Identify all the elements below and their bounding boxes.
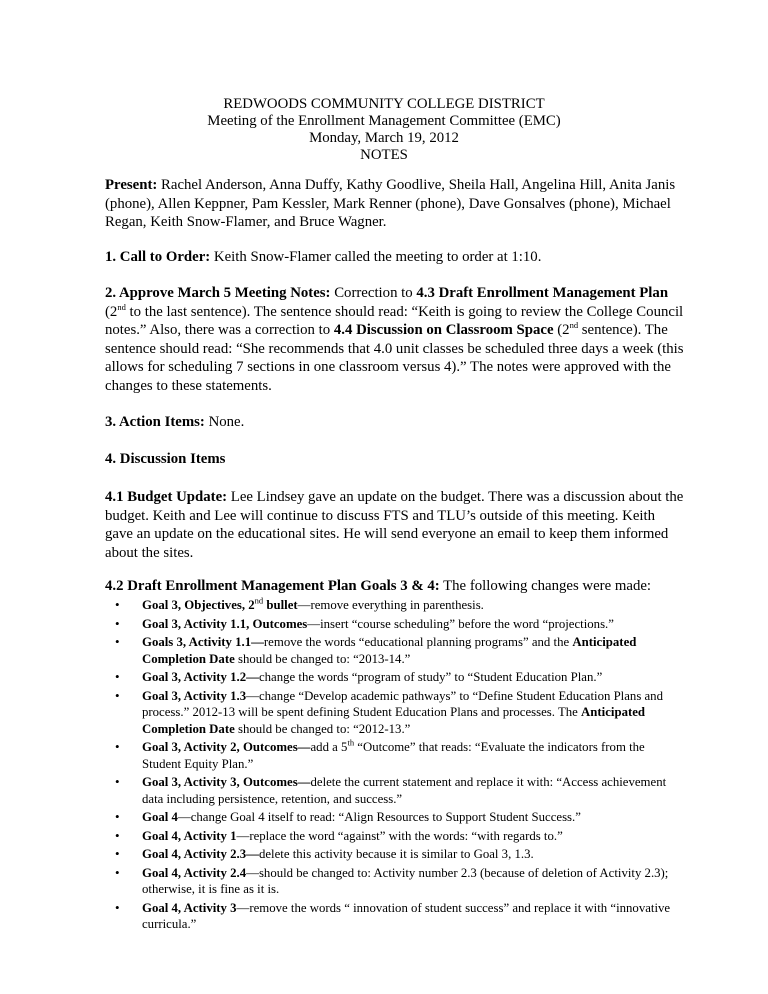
- item-heading: Goal 3, Objectives, 2: [142, 598, 255, 612]
- budget-update-text: Lee Lindsey gave an update on the budget. There was a discussion about the budget. Keith and Lee will continue to discuss FTS and TLU’s outside of this meeting. Keith gave an update on the educational sites. He will send everyone an email to keep them informed about the sites.: [105, 489, 684, 561]
- budget-update-paragraph: [105, 488, 685, 562]
- item-heading: Goal 3, Activity 1.2—: [142, 670, 259, 684]
- document-header: [0, 96, 768, 164]
- district-name: REDWOODS COMMUNITY COLLEGE DISTRICT: [223, 96, 545, 112]
- item-heading: bullet: [263, 598, 298, 612]
- item-heading: Goal 3, Activity 1.1, Outcomes: [142, 616, 308, 631]
- list-item: [105, 597, 685, 614]
- list-item: [105, 774, 685, 807]
- list-item: [105, 688, 685, 738]
- call-to-order-text: Keith Snow-Flamer called the meeting to order at 1:10.: [213, 249, 542, 265]
- item-text: —change Goal 4 itself to read: “Align Resources to Support Student Success.”: [177, 810, 581, 824]
- item-text: delete the current statement and replace it with: “Access achievement data including persistence, retention, and success.”: [142, 775, 667, 806]
- list-item: [105, 739, 685, 772]
- action-items-paragraph: [105, 413, 685, 432]
- list-item: [105, 865, 685, 898]
- ordinal-suffix: nd: [569, 320, 579, 331]
- list-item: [105, 900, 685, 933]
- discussion-items-label: 4. Discussion Items: [105, 451, 226, 467]
- action-items-label: 3. Action Items:: [105, 414, 205, 430]
- item-text: remove the words “educational planning programs” and the: [263, 635, 573, 649]
- item-heading: Anticipated Completion Date: [142, 635, 637, 666]
- draft-plan-paragraph: [105, 577, 685, 596]
- changes-list: [105, 597, 685, 935]
- item-text: should be changed to: “2013-14.”: [234, 651, 411, 666]
- item-text: —insert “course scheduling” before the word “projections.”: [307, 616, 614, 631]
- item-text: —should be changed to: Activity number 2.3 (because of deletion of Activity 2.3); otherwise, it is fine as it is.: [142, 865, 669, 896]
- item-heading: Goal 3, Activity 3, Outcomes—: [142, 775, 311, 789]
- discussion-items-heading: [105, 450, 685, 469]
- approve-notes-label: 2. Approve March 5 Meeting Notes:: [105, 285, 331, 301]
- approve-notes-text: (2: [105, 303, 118, 320]
- item-heading: Goal 3, Activity 1.3: [142, 688, 247, 703]
- meeting-title: Meeting of the Enrollment Management Committee (EMC): [207, 113, 561, 129]
- approve-notes-text: (2: [557, 322, 570, 338]
- meeting-date: Monday, March 19, 2012: [309, 130, 459, 146]
- item-heading: Goal 4: [142, 810, 178, 824]
- ordinal-suffix: nd: [117, 301, 126, 312]
- approve-notes-text: sentence). The sentence should read: “She recommends that 4.0 unit classes be scheduled three days a week (this allows for scheduling 7 sections in one classroom versus 4).” The notes were approved with the changes to these statements.: [105, 322, 684, 394]
- item-text: should be changed to: “2012-13.”: [234, 721, 411, 736]
- draft-plan-label: 4.2 Draft Enrollment Management Plan Goals 3 & 4:: [105, 578, 440, 594]
- ordinal-suffix: th: [347, 737, 355, 748]
- approve-notes-text: Correction to: [334, 285, 413, 301]
- present-text: Rachel Anderson, Anna Duffy, Kathy Goodlive, Sheila Hall, Angelina Hill, Anita Janis (phone), Allen Keppner, Pam Kessler, Mark Renner (phone), Dave Gonsalves (phone), Michael Regan, Keith Snow-Flamer, and Bruce Wagner.: [105, 177, 676, 230]
- approve-notes-text: to the last sentence). The sentence should read: “Keith is going to review the College Council notes.” Also, there was a correction to: [105, 303, 684, 338]
- item-heading: Goal 4, Activity 1: [142, 828, 237, 843]
- present-label: Present:: [105, 177, 158, 193]
- item-heading: Goal 4, Activity 2.4: [142, 865, 247, 880]
- item-text: add a 5: [310, 740, 348, 754]
- item-heading: Goal 3, Activity 2, Outcomes—: [142, 740, 311, 754]
- notes-label: NOTES: [360, 147, 408, 163]
- budget-update-label: 4.1 Budget Update:: [105, 489, 228, 505]
- list-item: [105, 669, 685, 686]
- item-heading: Anticipated Completion Date: [142, 705, 646, 736]
- call-to-order-label: 1. Call to Order:: [105, 249, 211, 265]
- draft-plan-text: The following changes were made:: [443, 578, 652, 594]
- list-item: [105, 828, 685, 845]
- item-text: —replace the word “against” with the words: “with regards to.”: [236, 828, 563, 843]
- call-to-order-paragraph: [105, 248, 685, 267]
- item-heading: Goals 3, Activity 1.1—: [142, 635, 264, 649]
- list-item: [105, 809, 685, 826]
- item-text: “Outcome” that reads: “Evaluate the indicators from the Student Equity Plan.”: [142, 740, 645, 771]
- present-paragraph: [105, 176, 685, 232]
- ordinal-suffix: nd: [254, 595, 264, 606]
- approve-notes-paragraph: [105, 284, 685, 395]
- list-item: [105, 616, 685, 633]
- item-heading: Goal 4, Activity 3: [142, 900, 237, 915]
- item-text: —remove the words “ innovation of student success” and replace it with “innovative curricula.”: [142, 900, 671, 931]
- approve-notes-ref2: 4.4 Discussion on Classroom Space: [333, 322, 554, 338]
- approve-notes-ref1: 4.3 Draft Enrollment Management Plan: [416, 285, 669, 301]
- list-item: [105, 846, 685, 863]
- item-text: —change “Develop academic pathways” to “Define Student Education Plans and process.” 2012-13 will be spent defining Student Education Plans and processes. The: [142, 688, 663, 719]
- list-item: [105, 634, 685, 667]
- item-text: change the words “program of study” to “Student Education Plan.”: [258, 670, 603, 684]
- item-text: —remove everything in parenthesis.: [297, 598, 484, 612]
- item-text: delete this activity because it is similar to Goal 3, 1.3.: [258, 847, 534, 861]
- action-items-text: None.: [208, 414, 245, 430]
- item-heading: Goal 4, Activity 2.3—: [142, 847, 259, 861]
